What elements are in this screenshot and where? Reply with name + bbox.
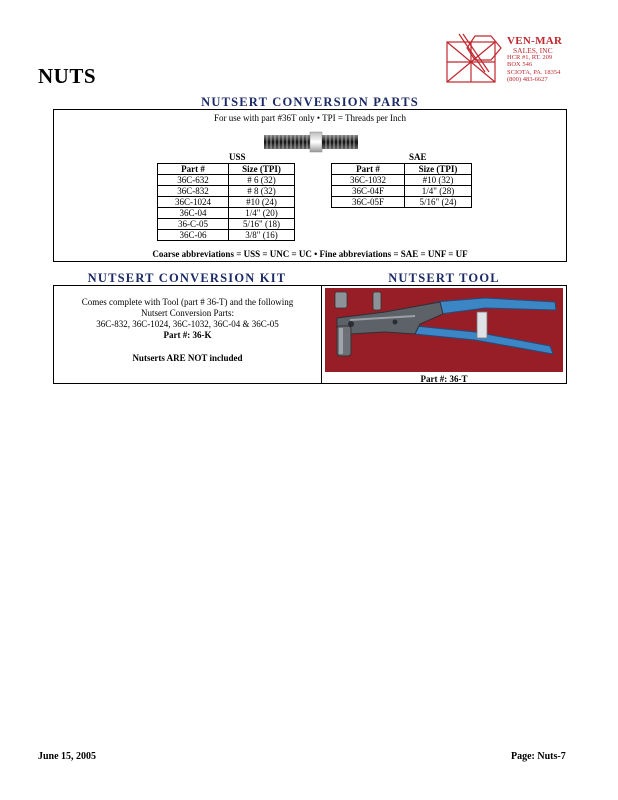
kit-line1: Comes complete with Tool (part # 36-T) and the following xyxy=(81,297,294,307)
logo-line5: SCIOTA, PA. 18354 xyxy=(507,68,561,76)
logo-line2: SALES, INC xyxy=(513,46,553,55)
logo-emblem-icon xyxy=(445,32,505,88)
table-row xyxy=(158,175,295,186)
sae-label: SAE xyxy=(409,152,427,162)
kit-box xyxy=(53,285,322,384)
part-cell: 36-C-05 xyxy=(158,219,229,230)
uss-table xyxy=(157,163,295,241)
part-cell: 36C-832 xyxy=(158,186,229,197)
table-row xyxy=(158,197,295,208)
kit-part-number: Part #: 36-K xyxy=(163,330,212,340)
logo-text xyxy=(507,36,562,83)
size-cell: 5/16" (24) xyxy=(405,197,472,208)
footer-date: June 15, 2005 xyxy=(38,751,97,762)
conversion-parts-box xyxy=(53,109,567,262)
size-cell: 3/8" (16) xyxy=(229,230,295,241)
table-row xyxy=(158,219,295,230)
uss-col-part: Part # xyxy=(158,164,229,175)
kit-note: Nutserts ARE NOT included xyxy=(132,353,243,363)
logo-name: VEN-MAR xyxy=(507,35,563,47)
size-cell: 5/16" (18) xyxy=(229,219,295,230)
logo-line6: (800) 483-6627 xyxy=(507,75,548,83)
company-logo xyxy=(445,32,585,88)
part-cell: 36C-06 xyxy=(158,230,229,241)
part-cell: 36C-632 xyxy=(158,175,229,186)
conversion-parts-heading: NUTSERT CONVERSION PARTS xyxy=(201,95,419,109)
size-cell: #10 (24) xyxy=(229,197,295,208)
sae-col-size: Size (TPI) xyxy=(405,164,472,175)
size-cell: 1/4" (28) xyxy=(405,186,472,197)
table-row xyxy=(158,186,295,197)
sae-table xyxy=(331,163,472,208)
tool-part-number: Part #: 36-T xyxy=(420,374,468,384)
table-row xyxy=(158,230,295,241)
size-cell: # 8 (32) xyxy=(229,186,295,197)
table-row xyxy=(332,175,472,186)
table-row xyxy=(332,197,472,208)
logo-line4: BOX 546 xyxy=(507,61,533,69)
part-cell: 36C-1024 xyxy=(158,197,229,208)
uss-table-header xyxy=(158,164,295,175)
kit-line2: Nutsert Conversion Parts: xyxy=(141,308,234,318)
sae-table-header xyxy=(332,164,472,175)
uss-col-size: Size (TPI) xyxy=(229,164,295,175)
page-title: NUTS xyxy=(38,64,97,88)
logo-line3: HCR #1, RT. 209 xyxy=(507,54,553,62)
part-cell: 36C-05F xyxy=(332,197,405,208)
sae-col-part: Part # xyxy=(332,164,405,175)
kit-line3: 36C-832, 36C-1024, 36C-1032, 36C-04 & 36C-05 xyxy=(96,319,279,329)
size-cell: #10 (32) xyxy=(405,175,472,186)
part-cell: 36C-04F xyxy=(332,186,405,197)
table-row xyxy=(158,208,295,219)
tool-box xyxy=(321,285,567,384)
conversion-parts-subtitle: For use with part #36T only • TPI = Threads per Inch xyxy=(214,113,406,123)
kit-description xyxy=(54,297,321,341)
nutsert-image xyxy=(264,129,358,155)
uss-label: USS xyxy=(229,152,246,162)
table-row xyxy=(332,186,472,197)
tool-heading: NUTSERT TOOL xyxy=(388,271,500,285)
footer-page: Page: Nuts-7 xyxy=(511,751,566,762)
abbreviations-note: Coarse abbreviations = USS = UNC = UC • Fine abbreviations = SAE = UNF = UF xyxy=(152,249,468,259)
kit-heading: NUTSERT CONVERSION KIT xyxy=(87,271,287,285)
size-cell: 1/4" (20) xyxy=(229,208,295,219)
part-cell: 36C-04 xyxy=(158,208,229,219)
part-cell: 36C-1032 xyxy=(332,175,405,186)
rivet-tool-image xyxy=(325,288,563,372)
size-cell: # 6 (32) xyxy=(229,175,295,186)
